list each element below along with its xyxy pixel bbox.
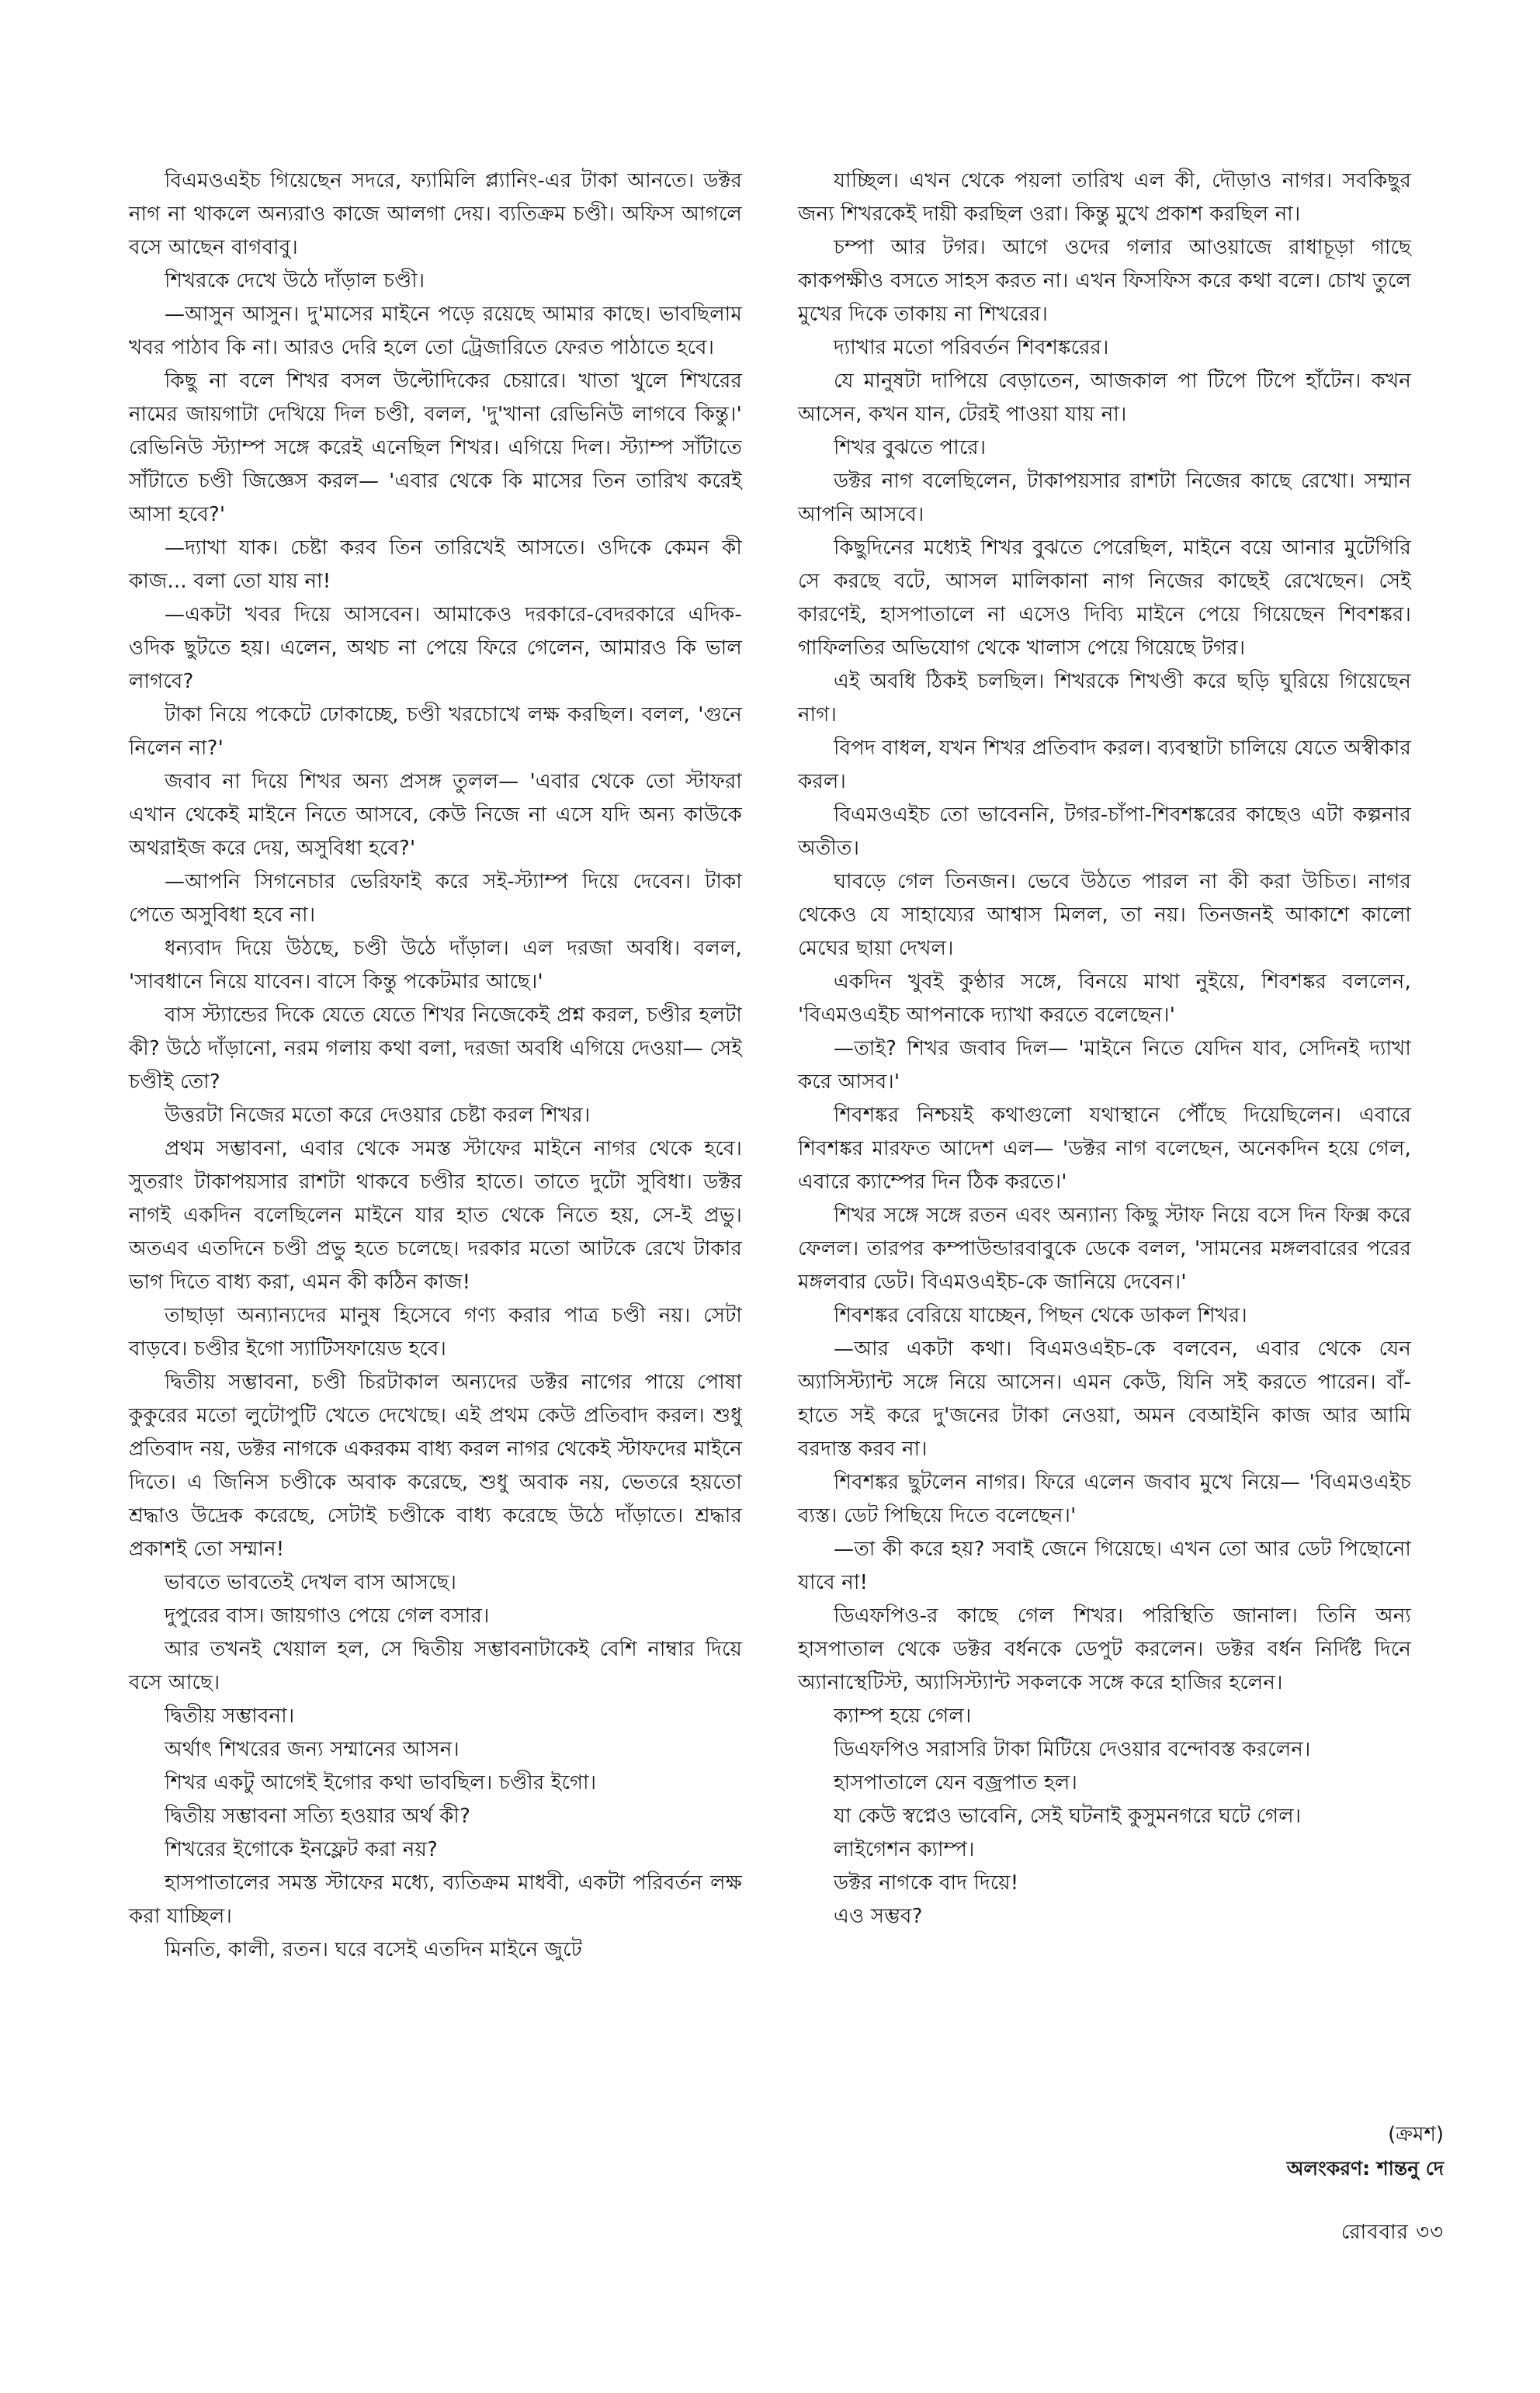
paragraph: শিখর সঙ্গে সঙ্গে রতন এবং অন্যান্য কিছু স্টাফ নিয়ে বসে দিন ফিক্স করে ফেলল। তারপর কম্পাউন্ডারবাবুকে ডেকে বলল, 'সামনের মঙ্গলবারের পরের মঙ্গলবার ডেট। বিএমওএইচ-কে জানিয়ে দেবেন।' bbox=[798, 1204, 1411, 1294]
paragraph: শিবশঙ্কর ছুটলেন নাগর। ফিরে এলেন জবাব মুখে নিয়ে— 'বিএমওএইচ ব্যস্ত। ডেট পিছিয়ে দিতে বলেছেন।' bbox=[798, 1471, 1411, 1528]
paragraph: দ্বিতীয় সম্ভাবনা, চণ্ডী চিরটাকাল অন্যদের ডক্টর নাগের পায়ে পোষা কুকুরের মতো লুটোপুটি খেতে দেখেছে। এই প্রথম কেউ প্রতিবাদ করল। শুধু প্রতিবাদ নয়, ডক্টর নাগকে একরকম বাধ্য করল নাগর থেকেই স্টাফদের মাইনে দিতে। এ জিনিস চণ্ডীকে অবাক করেছে, শুধু অবাক নয়, ভেতরে হয়তো শ্রদ্ধাও উদ্রেক করেছে, সেটাই চণ্ডীকে বাধ্য করেছে উঠে দাঁড়াতে। শ্রদ্ধার প্রকাশই তো সম্মান! bbox=[129, 1371, 742, 1561]
paragraph: ঘাবড়ে গেল তিনজন। ভেবে উঠতে পারল না কী করা উচিত। নাগর থেকেও যে সাহায্যের আশ্বাস মিলল, তা নয়। তিনজনই আকাশে কালো মেঘের ছায়া দেখল। bbox=[798, 870, 1411, 960]
paragraph: তাছাড়া অন্যান্যদের মানুষ হিসেবে গণ্য করার পাত্র চণ্ডী নয়। সেটা বাড়বে। চণ্ডীর ইগো স্যাটিসফায়েড হবে। bbox=[129, 1304, 742, 1361]
paragraph: মিনতি, কালী, রতন। ঘরে বসেই এতদিন মাইনে জুটে bbox=[165, 1938, 582, 1961]
paragraph: যাচ্ছিল। এখন থেকে পয়লা তারিখ এল কী, দৌড়াও নাগর। সবকিছুর জন্য শিখরকেই দায়ী করছিল ওরা। কিন্তু মুখে প্রকাশ করছিল না। bbox=[798, 169, 1411, 226]
paragraph: বিপদ বাধল, যখন শিখর প্রতিবাদ করল। ব্যবস্থাটা চালিয়ে যেতে অস্বীকার করল। bbox=[798, 737, 1411, 793]
paragraph: হাসপাতালের সমস্ত স্টাফের মধ্যে, ব্যতিক্রম মাধবী, একটা পরিবর্তন লক্ষ করা যাচ্ছিল। bbox=[129, 1871, 742, 1928]
paragraph: দ্যাখার মতো পরিবর্তন শিবশঙ্করের। bbox=[834, 336, 1109, 359]
paragraph: একদিন খুবই কুণ্ঠার সঙ্গে, বিনয়ে মাথা নুইয়ে, শিবশঙ্কর বললেন, 'বিএমওএইচ আপনাকে দ্যাখা করতে বলেছেন।' bbox=[798, 970, 1411, 1027]
paragraph: বিএমওএইচ তো ভাবেননি, টগর-চাঁপা-শিবশঙ্করের কাছেও এটা কল্পনার অতীত। bbox=[798, 803, 1411, 860]
right-column bbox=[798, 165, 1411, 1933]
paragraph: কিছুদিনের মধ্যেই শিখর বুঝতে পেরেছিল, মাইনে বয়ে আনার মুটেগিরি সে করছে বটে, আসল মালিকানা নাগ নিজের কাছেই রেখেছেন। সেই কারণেই, হাসপাতালে না এসেও দিব্যি মাইনে পেয়ে গিয়েছেন শিবশঙ্কর। গাফিলতির অভিযোগ থেকে খালাস পেয়ে গিয়েছে টগর। bbox=[798, 536, 1411, 660]
paragraph: শিখর একটু আগেই ইগোর কথা ভাবছিল। চণ্ডীর ইগো। bbox=[165, 1771, 597, 1795]
paragraph: শিবশঙ্কর নিশ্চয়ই কথাগুলো যথাস্থানে পৌঁছে দিয়েছিলেন। এবারে শিবশঙ্কর মারফত আদেশ এল— 'ডক্টর নাগ বলেছেন, অনেকদিন হয়ে গেল, এবারে ক্যাম্পের দিন ঠিক করতে।' bbox=[798, 1104, 1411, 1194]
paragraph: কিছু না বলে শিখর বসল উল্টোদিকের চেয়ারে। খাতা খুলে শিখরের নামের জায়গাটা দেখিয়ে দিল চণ্ডী, বলল, 'দু'খানা রেভিনিউ লাগবে কিন্তু।' রেভিনিউ স্ট্যাম্প সঙ্গে করেই এনেছিল শিখর। এগিয়ে দিল। স্ট্যাম্প সাঁটাতে সাঁটাতে চণ্ডী জিজ্ঞেস করল— 'এবার থেকে কি মাসের তিন তারিখ করেই আসা হবে?' bbox=[129, 369, 742, 526]
paragraph: প্রথম সম্ভাবনা, এবার থেকে সমস্ত স্টাফের মাইনে নাগর থেকে হবে। সুতরাং টাকাপয়সার রাশটা থাকবে চণ্ডীর হাতে। তাতে দুটো সুবিধা। ডক্টর নাগই একদিন বলেছিলেন মাইনে যার হাত থেকে নিতে হয়, সে-ই প্রভু। অতএব এতদিনে চণ্ডী প্রভু হতে চলেছে। দরকার মতো আটকে রেখে টাকার ভাগ দিতে বাধ্য করা, এমন কী কঠিন কাজ! bbox=[129, 1137, 742, 1294]
paragraph: —তাই? শিখর জবাব দিল— 'মাইনে নিতে যেদিন যাব, সেদিনই দ্যাখা করে আসব।' bbox=[798, 1037, 1411, 1094]
paragraph: ধন্যবাদ দিয়ে উঠছে, চণ্ডী উঠে দাঁড়াল। এল দরজা অবধি। বলল, 'সাবধানে নিয়ে যাবেন। বাসে কিন্তু পকেটমার আছে।' bbox=[129, 937, 742, 994]
paragraph: —আসুন আসুন। দু'মাসের মাইনে পড়ে রয়েছে আমার কাছে। ভাবছিলাম খবর পাঠাব কি না। আরও দেরি হলে তো ট্রেজারিতে ফেরত পাঠাতে হবে। bbox=[129, 303, 742, 359]
paragraph: —তা কী করে হয়? সবাই জেনে গিয়েছে। এখন তো আর ডেট পিছোনো যাবে না! bbox=[798, 1538, 1411, 1594]
left-column bbox=[129, 165, 742, 1967]
paragraph: ডিএফপিও সরাসরি টাকা মিটিয়ে দেওয়ার বন্দোবস্ত করলেন। bbox=[834, 1738, 1311, 1761]
paragraph: টাকা নিয়ে পকেটে ঢোকাচ্ছে, চণ্ডী খরচোখে লক্ষ করছিল। বলল, 'গুনে নিলেন না?' bbox=[129, 703, 742, 760]
paragraph: বিএমওএইচ গিয়েছেন সদরে, ফ্যামিলি প্ল্যানিং-এর টাকা আনতে। ডক্টর নাগ না থাকলে অন্যরাও কাজে আলগা দেয়। ব্যতিক্রম চণ্ডী। অফিস আগলে বসে আছেন বাগবাবু। bbox=[129, 169, 742, 259]
paragraph: শিখরকে দেখে উঠে দাঁড়াল চণ্ডী। bbox=[165, 269, 425, 293]
paragraph: দ্বিতীয় সম্ভাবনা। bbox=[165, 1705, 295, 1728]
paragraph: ডক্টর নাগ বলেছিলেন, টাকাপয়সার রাশটা নিজের কাছে রেখো। সম্মান আপনি আসবে। bbox=[798, 470, 1411, 526]
paragraph: এই অবধি ঠিকই চলছিল। শিখরকে শিখণ্ডী করে ছড়ি ঘুরিয়ে গিয়েছেন নাগ। bbox=[798, 670, 1411, 727]
paragraph: —দ্যাখা যাক। চেষ্টা করব তিন তারিখেই আসতে। ওদিকে কেমন কী কাজ... বলা তো যায় না! bbox=[129, 536, 742, 593]
paragraph: লাইগেশন ক্যাম্প। bbox=[834, 1838, 975, 1861]
paragraph: চম্পা আর টগর। আগে ওদের গলার আওয়াজে রাধাচূড়া গাছে কাকপক্ষীও বসতে সাহস করত না। এখন ফিসফিস করে কথা বলে। চোখ তুলে মুখের দিকে তাকায় না শিখরের। bbox=[798, 236, 1411, 326]
paragraph: শিবশঙ্কর বেরিয়ে যাচ্ছেন, পিছন থেকে ডাকল শিখর। bbox=[834, 1304, 1247, 1327]
paragraph: যে মানুষটা দাপিয়ে বেড়াতেন, আজকাল পা টিপে টিপে হাঁটেন। কখন আসেন, কখন যান, টেরই পাওয়া যায় না। bbox=[798, 369, 1411, 426]
paragraph: ডক্টর নাগকে বাদ দিয়ে! bbox=[834, 1871, 1019, 1895]
paragraph: —একটা খবর দিয়ে আসবেন। আমাকেও দরকারে-বেদরকারে এদিক-ওদিক ছুটতে হয়। এলেন, অথচ না পেয়ে ফিরে গেলেন, আমারও কি ভাল লাগবে? bbox=[129, 603, 742, 693]
paragraph: ক্যাম্প হয়ে গেল। bbox=[834, 1705, 972, 1728]
to-be-continued-note: (ক্রমশ) bbox=[1388, 2123, 1444, 2146]
paragraph: বাস স্ট্যান্ডের দিকে যেতে যেতে শিখর নিজেকেই প্রশ্ন করল, চণ্ডীর হলটা কী? উঠে দাঁড়ানো, নরম গলায় কথা বলা, দরজা অবধি এগিয়ে দেওয়া— সেই চণ্ডীই তো? bbox=[129, 1004, 742, 1094]
paragraph: এও সম্ভব? bbox=[834, 1905, 923, 1928]
paragraph: —আর একটা কথা। বিএমওএইচ-কে বলবেন, এবার থেকে যেন অ্যাসিস্ট্যান্ট সঙ্গে নিয়ে আসেন। এমন কেউ, যিনি সই করতে পারেন। বাঁ-হাতে সই করে দু'জনের টাকা নেওয়া, অমন বেআইনি কাজ আর আমি বরদাস্ত করব না। bbox=[798, 1337, 1411, 1461]
end-note bbox=[1287, 2117, 1444, 2186]
paragraph: —আপনি সিগনেচার ভেরিফাই করে সই-স্ট্যাম্প দিয়ে দেবেন। টাকা পেতে অসুবিধা হবে না। bbox=[129, 870, 742, 927]
paragraph: আর তখনই খেয়াল হল, সে দ্বিতীয় সম্ভাবনাটাকেই বেশি নাম্বার দিয়ে বসে আছে। bbox=[129, 1638, 742, 1694]
illustration-credit: অলংকরণ: শান্তনু দে bbox=[1286, 2157, 1444, 2180]
paragraph: হাসপাতালে যেন বজ্রপাত হল। bbox=[834, 1771, 1077, 1795]
page-footer: রোববার ৩৩ bbox=[1341, 2221, 1444, 2244]
paragraph: জবাব না দিয়ে শিখর অন্য প্রসঙ্গ তুলল— 'এবার থেকে তো স্টাফরা এখান থেকেই মাইনে নিতে আসবে, কেউ নিজে না এসে যদি অন্য কাউকে অথরাইজ করে দেয়, অসুবিধা হবে?' bbox=[129, 770, 742, 860]
paragraph: শিখরের ইগোকে ইনফ্লেট করা নয়? bbox=[165, 1838, 438, 1861]
paragraph: শিখর বুঝতে পারে। bbox=[834, 436, 987, 460]
paragraph: উত্তরটা নিজের মতো করে দেওয়ার চেষ্টা করল শিখর। bbox=[165, 1104, 591, 1127]
paragraph: ভাবতে ভাবতেই দেখল বাস আসছে। bbox=[165, 1571, 457, 1594]
paragraph: যা কেউ স্বপ্নেও ভাবেনি, সেই ঘটনাই কুসুমনগরে ঘটে গেল। bbox=[834, 1805, 1302, 1828]
paragraph: দুপুরের বাস। জায়গাও পেয়ে গেল বসার। bbox=[165, 1604, 490, 1628]
paragraph: অর্থাৎ শিখরের জন্য সম্মানের আসন। bbox=[165, 1738, 460, 1761]
paragraph: দ্বিতীয় সম্ভাবনা সত্যি হওয়ার অর্থ কী? bbox=[165, 1805, 471, 1828]
paragraph: ডিএফপিও-র কাছে গেল শিখর। পরিস্থিতি জানাল। তিনি অন্য হাসপাতাল থেকে ডক্টর বর্ধনকে ডেপুট করলেন। ডক্টর বর্ধন নির্দিষ্ট দিনে অ্যানাস্থেটিস্ট, অ্যাসিস্ট্যান্ট সকলকে সঙ্গে করে হাজির হলেন। bbox=[798, 1604, 1411, 1694]
